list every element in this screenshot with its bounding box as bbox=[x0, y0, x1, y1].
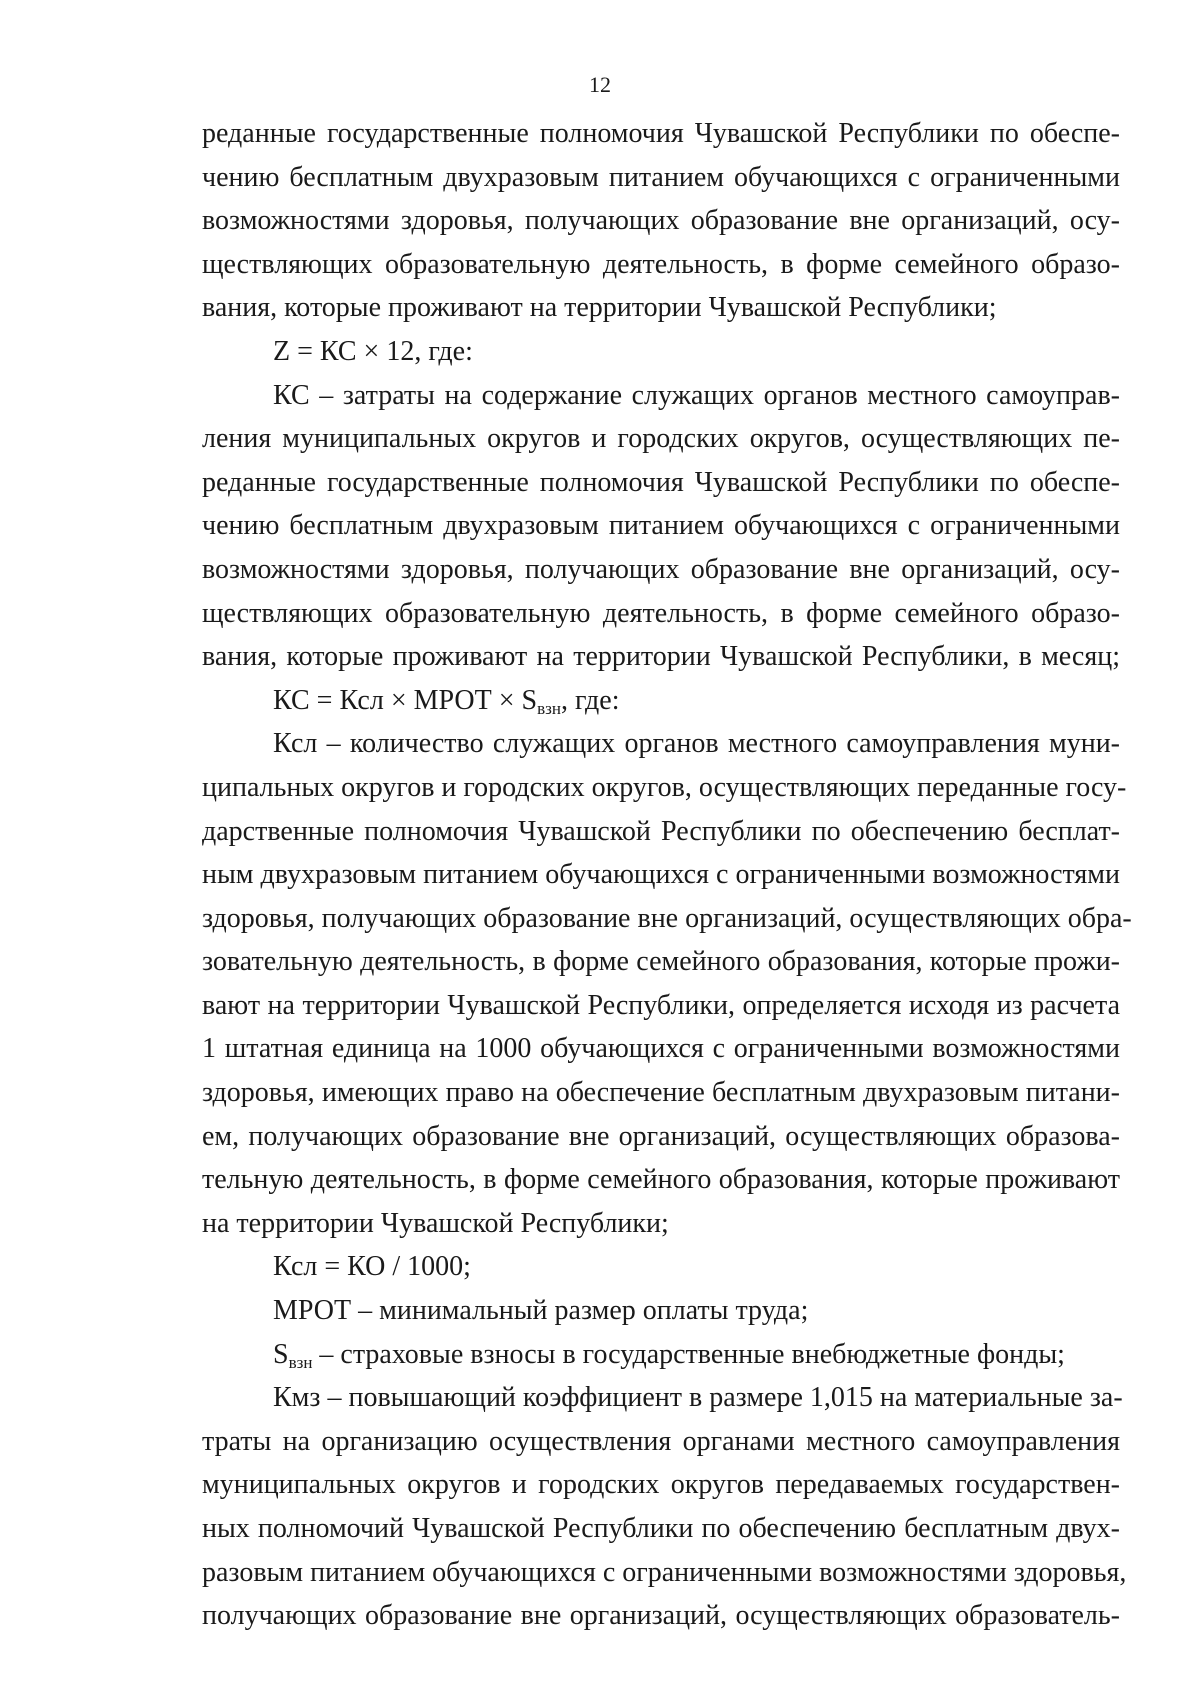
line-text: МРОТ – минимальный размер оплаты труда; bbox=[273, 1295, 809, 1327]
line-text: ления муниципальных округов и городских округов, осуществляющих пе- bbox=[202, 423, 1120, 455]
text-line bbox=[202, 1289, 1120, 1333]
text-line bbox=[202, 417, 1120, 461]
text-line bbox=[202, 1420, 1120, 1464]
line-text: тельную деятельность, в форме семейного образования, которые проживают bbox=[202, 1164, 1120, 1196]
text-line bbox=[202, 1463, 1120, 1507]
subscript-text: взн bbox=[288, 1352, 313, 1372]
text-line bbox=[202, 112, 1120, 156]
text-line bbox=[202, 1071, 1120, 1115]
text-line bbox=[202, 548, 1120, 592]
line-text: Z = КС × 12, где: bbox=[273, 335, 473, 367]
text-line bbox=[202, 330, 1120, 374]
line-text-continued: – страховые взносы в государственные внебюджетные фонды; bbox=[312, 1338, 1065, 1370]
line-text: S bbox=[273, 1338, 289, 1370]
line-text-continued: , где: bbox=[560, 684, 620, 716]
line-text: зовательную деятельность, в форме семейного образования, которые прожи- bbox=[202, 946, 1120, 978]
text-line bbox=[202, 940, 1120, 984]
line-text: ципальных округов и городских округов, осуществляющих переданные госу- bbox=[202, 771, 1127, 803]
line-text: чению бесплатным двухразовым питанием обучающихся с ограниченными bbox=[202, 510, 1120, 542]
line-text: здоровья, получающих образование вне организаций, осуществляющих обра- bbox=[202, 902, 1132, 934]
text-line bbox=[202, 156, 1120, 200]
line-text: ществляющих образовательную деятельность, в форме семейного образо- bbox=[202, 248, 1120, 280]
text-line bbox=[202, 1202, 1120, 1246]
line-text: муниципальных округов и городских округов передаваемых государствен- bbox=[202, 1469, 1120, 1501]
text-line bbox=[202, 504, 1120, 548]
text-line bbox=[202, 635, 1120, 679]
text-line bbox=[202, 1507, 1120, 1551]
text-line bbox=[202, 679, 1120, 723]
page-number: 12 bbox=[589, 72, 611, 97]
line-text: дарственные полномочия Чувашской Республики по обеспечению бесплат- bbox=[202, 815, 1120, 847]
text-line bbox=[202, 1027, 1120, 1071]
text-line bbox=[202, 461, 1120, 505]
line-text: ных полномочий Чувашской Республики по обеспечению бесплатным двух- bbox=[202, 1513, 1120, 1544]
text-line bbox=[202, 243, 1120, 287]
line-text: на территории Чувашской Республики; bbox=[202, 1207, 669, 1239]
text-line bbox=[202, 1376, 1123, 1420]
line-text: Кмз – повышающий коэффициент в размере 1,015 на материальные за- bbox=[273, 1382, 1123, 1414]
line-text: ным двухразовым питанием обучающихся с ограниченными возможностями bbox=[202, 859, 1120, 891]
text-line bbox=[202, 374, 1120, 418]
text-line bbox=[202, 722, 1120, 766]
line-text: ем, получающих образование вне организаций, осуществляющих образова- bbox=[202, 1120, 1120, 1152]
line-text: здоровья, имеющих право на обеспечение бесплатным двухразовым питани- bbox=[202, 1077, 1120, 1109]
text-line bbox=[202, 897, 1132, 941]
line-text: реданные государственные полномочия Чувашской Республики по обеспе- bbox=[202, 466, 1120, 498]
line-text: чению бесплатным двухразовым питанием обучающихся с ограниченными bbox=[202, 161, 1120, 193]
subscript-text: взн bbox=[537, 698, 561, 718]
text-line bbox=[202, 1551, 1127, 1595]
line-text: КС – затраты на содержание служащих органов местного самоуправ- bbox=[273, 379, 1120, 411]
line-text: вания, которые проживают на территории Чувашской Республики; bbox=[202, 292, 997, 324]
line-text: возможностями здоровья, получающих образование вне организаций, осу- bbox=[202, 553, 1120, 585]
line-text: КС = Ксл × МРОТ × S bbox=[273, 684, 538, 716]
text-line bbox=[202, 1115, 1120, 1159]
text-line bbox=[202, 592, 1120, 636]
line-text: ществляющих образовательную деятельность, в форме семейного образо- bbox=[202, 597, 1120, 629]
line-text: вания, которые проживают на территории Чувашской Республики, в месяц; bbox=[202, 641, 1120, 673]
line-text: Ксл – количество служащих органов местного самоуправления муни- bbox=[273, 728, 1120, 760]
line-text: траты на организацию осуществления органами местного самоуправления bbox=[202, 1425, 1120, 1457]
text-line bbox=[202, 1158, 1120, 1202]
text-line bbox=[202, 810, 1120, 854]
text-line bbox=[202, 1333, 1120, 1377]
text-line bbox=[202, 286, 1120, 330]
text-line bbox=[202, 1245, 1120, 1289]
text-line bbox=[202, 199, 1120, 243]
line-text: Ксл = КО / 1000; bbox=[273, 1251, 471, 1283]
text-line bbox=[202, 853, 1120, 897]
line-text: реданные государственные полномочия Чувашской Республики по обеспе- bbox=[202, 118, 1120, 149]
text-line bbox=[202, 1594, 1120, 1638]
line-text: получающих образование вне организаций, осуществляющих образователь- bbox=[202, 1600, 1120, 1632]
text-line bbox=[202, 984, 1120, 1028]
line-text: вают на территории Чувашской Республики, определяется исходя из расчета bbox=[202, 989, 1120, 1021]
document-body bbox=[202, 112, 1132, 1638]
text-line bbox=[202, 766, 1127, 810]
line-text: возможностями здоровья, получающих образование вне организаций, осу- bbox=[202, 205, 1120, 237]
line-text: разовым питанием обучающихся с ограниченными возможностями здоровья, bbox=[202, 1556, 1127, 1588]
line-text: 1 штатная единица на 1000 обучающихся с ограниченными возможностями bbox=[202, 1033, 1120, 1065]
